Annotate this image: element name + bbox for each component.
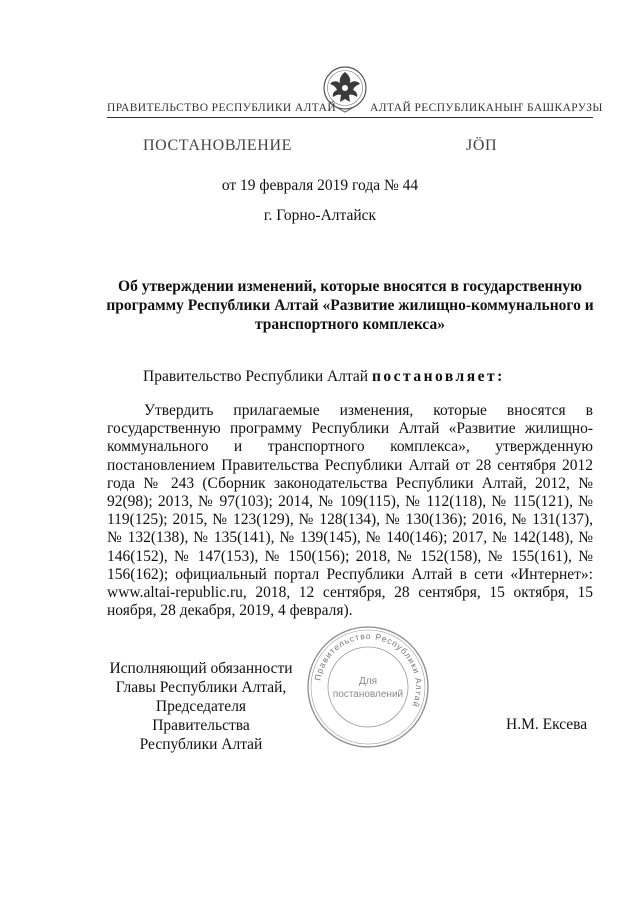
doctype-altai: ЈӦП [466,137,498,154]
signatory-name: Н.М. Ексева [506,716,588,733]
document-title: Об утверждении изменений, которые вносятся в государственную программу Республики Алтай «Развитие жилищно-коммунального и транспортного комплекса» [106,278,594,333]
stamp-center-line1: Для [358,676,378,687]
stamp-ring-text: Правительство Республики Алтай [312,630,425,710]
signatory-position [107,659,295,754]
doctype-ru: ПОСТАНОВЛЕНИЕ [143,137,292,154]
city: г. Горно-Алтайск [263,207,377,224]
preamble-subject: Правительство Республики Алтай [143,368,369,385]
position-line: Председателя Правительства [152,698,250,734]
stamp-center-line2: постановлений [332,689,404,700]
position-line: Исполняющий обязанности [109,660,293,677]
resolution-body: Утвердить прилагаемые изменения, которые вносятся в государственную программу Республики Алтай «Развитие жилищно-коммунального и транспортного комплекса», утвержденную постановлением Правительства Республики Алтай от 28 сентября 2012 года № 243 (Сборник законодательства Республики Алтай, 2012, № 92(98); 2013, № 97(103); 2014, № 109(115), № 112(118), № 115(121), № 119(125); 2015, № 123(129), № 128(134), № 130(136); 2016, № 131(137), № 132(138), № 135(141), № 139(145), № 140(146); 2017, № 142(148), № 146(152), № 147(153), № 150(156); 2018, № 152(158), № 155(161), № 156(162); официальный портал Республики Алтай в сети «Интернет»: www.altai-republic.ru, 2018, 12 сентября, 28 сентября, 15 октября, 15 ноября, 28 декабря, 2019, 4 февраля). [107,402,593,620]
header-org-ru: ПРАВИТЕЛЬСТВО РЕСПУБЛИКИ АЛТАЙ [107,102,337,114]
header-org-altai: АЛТАЙ РЕСПУБЛИКАНЫҤ БАШКАРУЗЫ [370,102,603,114]
position-line: Главы Республики Алтай, [115,679,287,696]
position-line: Республики Алтай [139,736,263,753]
date-line: от 19 февраля 2019 года № 44 [221,177,419,194]
official-stamp [305,624,431,750]
preamble-verb: постановляет: [371,368,505,385]
preamble [143,368,505,386]
header-divider [107,117,593,118]
